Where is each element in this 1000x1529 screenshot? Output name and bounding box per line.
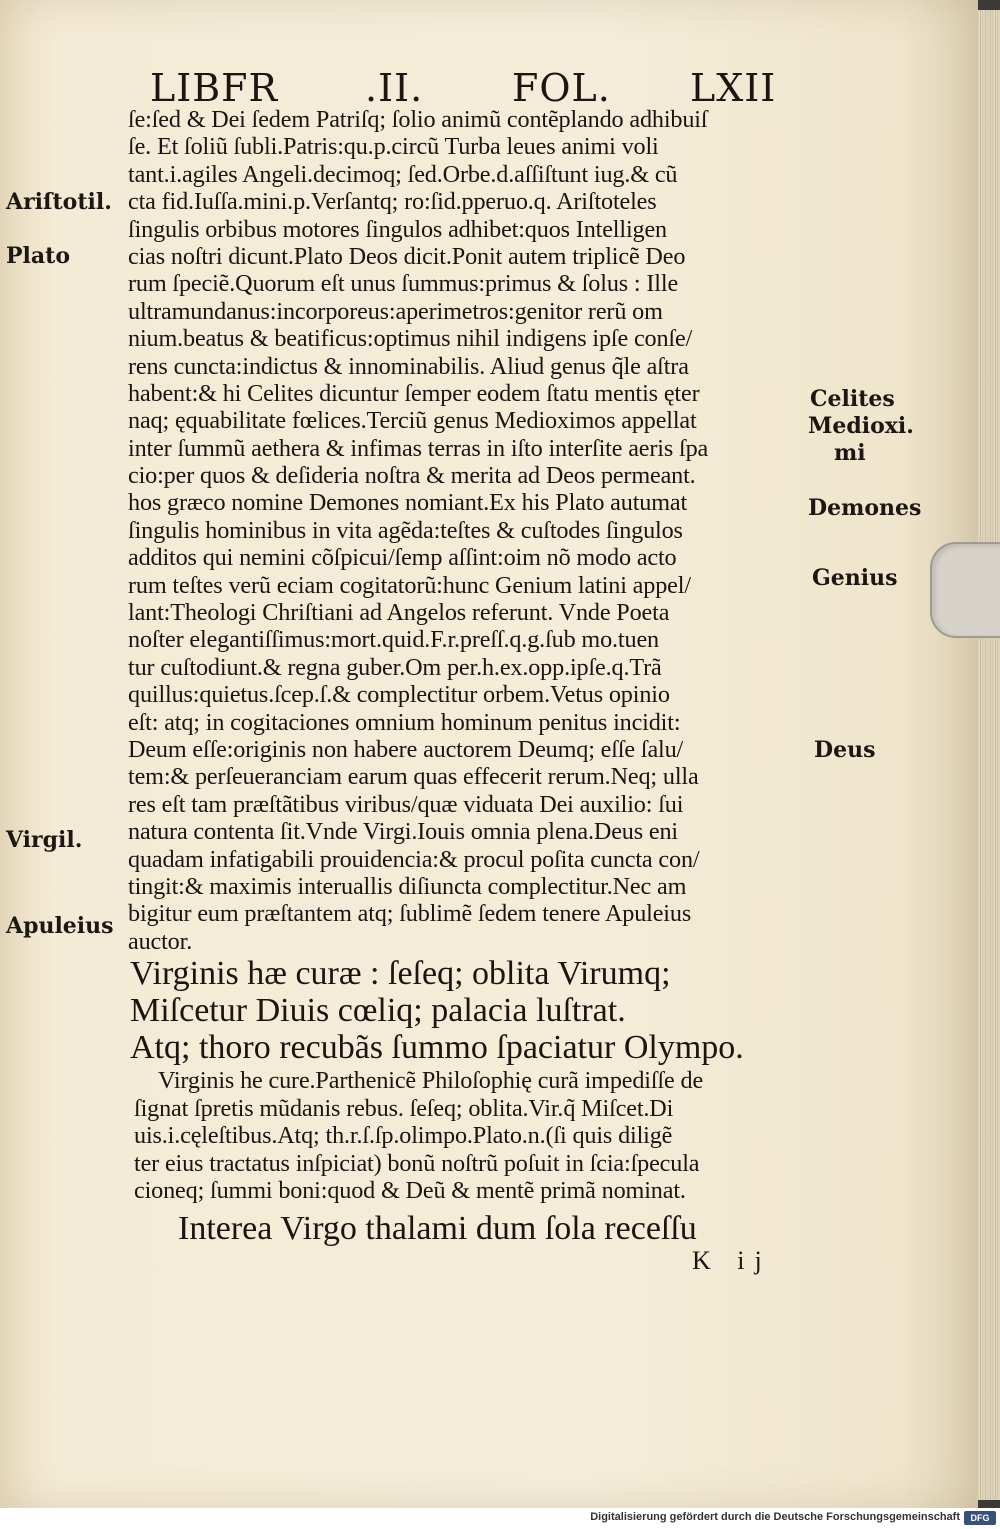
marginal-note-medioximi: Medioxi.	[808, 413, 914, 439]
text-line: lant:Theologi Chriſtiani ad Angelos referunt. Vnde Poeta	[128, 599, 670, 627]
verse-line: Virginis hæ curæ : ſeſeq; oblita Virumq;	[130, 955, 671, 992]
text-line: cta fid.Iuſſa.mini.p.Verſantq; ro:ſid.pperuo.q. Ariſtoteles	[128, 188, 657, 216]
running-head	[150, 66, 790, 110]
marginal-note-virgil: Virgil.	[6, 827, 83, 853]
bookmark-tab	[930, 542, 1000, 638]
text-line: habent:& hi Celites dicuntur ſemper eodem ſtatu mentis ęter	[128, 379, 700, 407]
marginal-note-genius: Genius	[812, 565, 898, 591]
text-line: tant.i.agiles Angeli.decimoq; ſed.Orbe.d.aſſiſtunt iug.& cũ	[128, 160, 678, 188]
text-line: eſt: atq; in cogitaciones omnium hominum penitus incidit:	[128, 708, 681, 736]
text-line: bigitur eum præſtantem atq; ſublimẽ ſedem tenere Apuleius	[128, 900, 692, 928]
funding-credit: Digitalisierung gefördert durch die Deutsche Forschungsgemeinschaft	[590, 1511, 960, 1523]
marginal-note-apuleius: Apuleius	[6, 913, 114, 939]
signature-mark: K ij	[692, 1246, 772, 1275]
text-line: cio:per quos & deſideria noſtra & merita ad Deos permeant.	[128, 462, 696, 490]
marginal-note-aristotle: Ariſtotil.	[6, 189, 112, 215]
text-line: Deum eſſe:originis non habere auctorem Deumq; eſſe ſalu/	[128, 735, 684, 763]
commentary-line: Virginis he cure.Parthenicẽ Philoſophię curã impediſſe de	[158, 1067, 704, 1094]
text-line: rum ſpeciẽ.Quorum eſt unus ſummus:primus & ſolus : Ille	[128, 270, 679, 298]
text-line: ſe:ſed & Dei ſedem Patriſq; ſolio animũ contẽplando adhibuiſ	[128, 106, 708, 133]
text-line: tem:& perſeueranciam earum quas effecerit rerum.Neq; ulla	[128, 763, 699, 791]
text-line: hos græco nomine Demones nomiant.Ex his Plato autumat	[128, 489, 688, 517]
text-line: additos qui nemini cõſpicui/ſemp aſſint:oim nõ modo acto	[128, 544, 677, 572]
running-head-fol: FOL.	[512, 66, 611, 110]
text-line: naq; ęquabilitate fœlices.Terciũ genus Medioximos appellat	[128, 407, 697, 435]
marginal-note-demones: Demones	[808, 495, 922, 521]
commentary-block	[134, 1067, 824, 1205]
marginal-note-medioximi-cont: mi	[834, 440, 866, 466]
text-line: cias noſtri dicunt.Plato Deos dicit.Ponit autem triplicẽ Deo	[128, 242, 686, 270]
marginal-note-plato: Plato	[6, 243, 70, 269]
text-line: inter ſummũ aethera & infimas terras in iſto interſite aeris ſpa	[128, 434, 709, 462]
verse-line: Miſcetur Diuis cœliq; palacia luſtrat.	[130, 992, 626, 1029]
text-line: tur cuſtodiunt.& regna guber.Om per.h.ex.opp.ipſe.q.Trã	[128, 653, 662, 681]
dfg-logo-icon: DFG	[964, 1511, 996, 1525]
verse-line: Atq; thoro recubãs ſummo ſpaciatur Olympo.	[130, 1029, 744, 1066]
commentary-line: cioneq; ſummi boni:quod & Deũ & mentẽ primã nominat.	[134, 1177, 686, 1205]
marginal-note-celites: Celites	[810, 386, 895, 412]
running-head-book: .II.	[365, 66, 424, 110]
text-line: ſe. Et ſoliũ ſubli.Patris:qu.p.circũ Turba leues animi voli	[128, 133, 659, 161]
text-line: ſingulis hominibus in vita agẽda:teſtes & cuſtodes ſingulos	[128, 516, 683, 544]
closing-verse: Interea Virgo thalami dum ſola receſſu	[178, 1210, 697, 1247]
main-text-block	[128, 106, 808, 955]
text-line: ultramundanus:incorporeus:aperimetros:genitor rerũ om	[128, 297, 663, 325]
footer-bar	[0, 1508, 1000, 1529]
text-line: quillus:quietus.ſcep.ſ.& complectitur orbem.Vetus opinio	[128, 681, 670, 709]
text-line: nium.beatus & beatificus:optimus nihil indigens ipſe conſe/	[128, 325, 693, 353]
text-line: res eſt tam præſtãtibus viribus/quæ viduata Dei auxilio: ſui	[128, 790, 684, 818]
text-line: noſter elegantiſſimus:mort.quid.F.r.preſſ.q.g.ſub mo.tuen	[128, 626, 659, 654]
commentary-line: ter eius tractatus inſpiciat) bonũ noſtrũ poſuit in ſcia:ſpecula	[134, 1149, 700, 1177]
text-line: auctor.	[128, 927, 193, 955]
text-line: ſingulis orbibus motores ſingulos adhibet:quos Intelligen	[128, 215, 667, 243]
text-line: quadam infatigabili prouidencia:& procul poſita cuncta con/	[128, 845, 700, 873]
text-line: tingit:& maximis interuallis diſiuncta complectitur.Nec am	[128, 872, 687, 900]
commentary-line: uis.i.cęleſtibus.Atq; th.r.ſ.ſp.olimpo.Plato.n.(ſi quis diligẽ	[134, 1122, 673, 1150]
text-line: rum teſtes verũ eciam cogitatorũ:hunc Genium latini appel/	[128, 571, 691, 599]
text-line: rens cuncta:indictus & innominabilis. Aliud genus q̃le aſtra	[128, 352, 689, 380]
commentary-line: ſignat ſpretis mũdanis rebus. ſeſeq; oblita.Vir.q̃ Miſcet.Di	[134, 1094, 674, 1122]
marginal-note-deus: Deus	[814, 737, 876, 763]
running-head-left: LIBFR	[150, 66, 279, 110]
verse-block	[130, 955, 830, 1066]
running-head-folio: LXII	[690, 66, 777, 110]
text-line: natura contenta ſit.Vnde Virgi.Iouis omnia plena.Deus eni	[128, 818, 678, 846]
